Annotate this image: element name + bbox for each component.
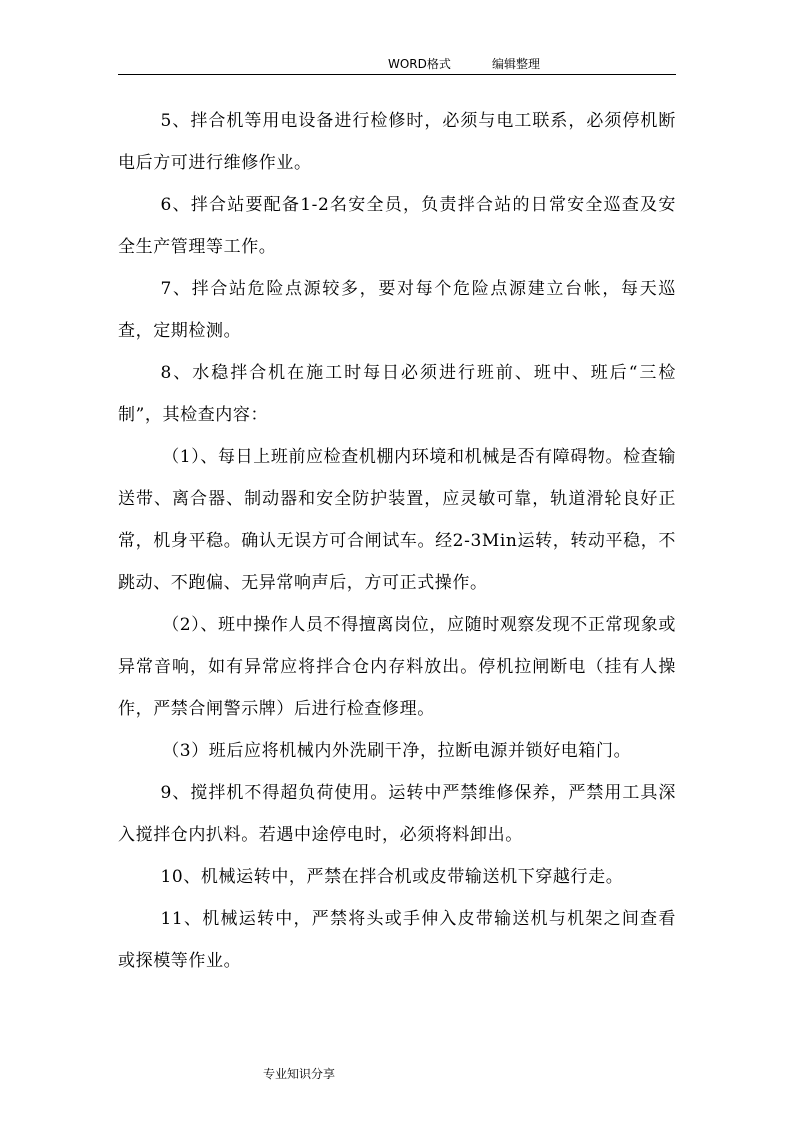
paragraph-subitem-1: （1）、每日上班前应检查机棚内环境和机械是否有障碍物。检查输送带、离合器、制动器和安全防护装置，应灵敏可靠，轨道滑轮良好正常，机身平稳。确认无误方可合闸试车。经2-3Min运转，转动平稳，不跳动、不跑偏、无异常响声后，方可正式操作。: [118, 447, 676, 593]
page-header: [118, 56, 676, 75]
header-edit-label: 编辑整理: [492, 57, 541, 71]
paragraph-item-10: 10、机械运转中，严禁在拌合机或皮带输送机下穿越行走。: [160, 867, 624, 887]
paragraph-item-6: 6、拌合站要配备1-2名安全员，负责拌合站的日常安全巡查及安全生产管理等工作。: [118, 195, 676, 257]
paragraph-subitem-2: （2）、班中操作人员不得擅离岗位，应随时观察发现不正常现象或异常音响，如有异常应将拌合仓内存料放出。停机拉闸断电（挂有人操作，严禁合闸警示牌）后进行检查修理。: [118, 615, 676, 719]
paragraph-item-9: 9、搅拌机不得超负荷使用。运转中严禁维修保养，严禁用工具深入搅拌仓内扒料。若遇中途停电时，必须将料卸出。: [118, 783, 676, 845]
header-format-label: WORD格式: [388, 57, 451, 71]
page-footer: 专业知识分享: [263, 1067, 336, 1081]
document-body: [118, 100, 676, 982]
paragraph-subitem-3: （3）班后应将机械内外洗刷干净，拉断电源并锁好电箱门。: [162, 741, 632, 761]
paragraph-item-5: 5、拌合机等用电设备进行检修时，必须与电工联系，必须停机断电后方可进行维修作业。: [118, 111, 676, 173]
paragraph-item-8: 8、水稳拌合机在施工时每日必须进行班前、班中、班后“三检制”，其检查内容：: [118, 363, 676, 425]
paragraph-item-7: 7、拌合站危险点源较多，要对每个危险点源建立台帐，每天巡查，定期检测。: [118, 279, 676, 341]
paragraph-item-11: 11、机械运转中，严禁将头或手伸入皮带输送机与机架之间查看或探模等作业。: [118, 909, 676, 971]
